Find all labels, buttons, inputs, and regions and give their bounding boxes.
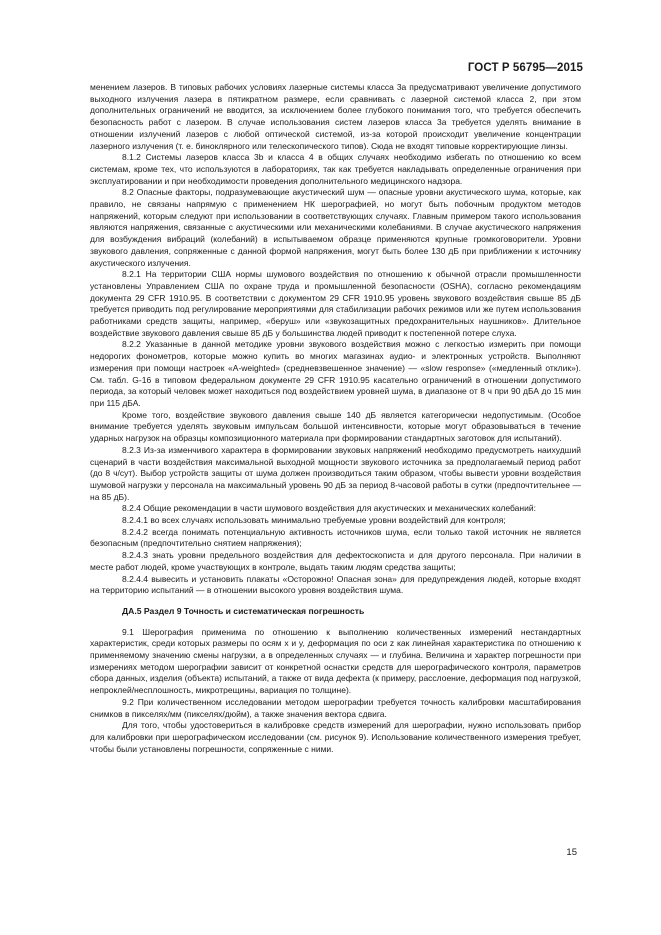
paragraph-continued: менением лазеров. В типовых рабочих условиях лазерные системы класса 3а предусматривают увеличение допустимого выходного излучения лазера в пятикратном размере, если сравнивать с лазерной системой класса 2, при этом дополнительных ограничений не вводится, за исключением более глубокого понимания того, что требуется обеспечить безопасность работ с лазером. В случае использования систем лазеров класса 3а требуется уделять внимание в отношении излучений лазеров с любой оптической системой, из-за которой происходит увеличение концентрации лазерного излучения (т. е. биноклярного или телескопического типов). Сюда не входят типовые корректирующие линзы. [90,82,581,151]
paragraph-8-2: 8.2 Опасные факторы, подразумевающие акустический шум — опасные уровни акустического шума, которые, как правило, не связаны напрямую с применением НК шерографией, но могут быть побочным продуктом методов напряжений, которым следуют при использовании в соответствующих случаях. Главным примером такого использования являются напряжения, связанные с акустическими или механическими колебаниями. В случае акустического напряжения для возбуждения вибраций (колебаний) в испытываемом образце применяются крупные громкоговорители. Уровни звукового давления, сопряженные с данной формой напряжения, могут быть более 130 дБ при приближении к источнику акустического излучения. [90,187,581,268]
paragraph-8-2-2-cont: Кроме того, воздействие звукового давления свыше 140 дБ является категорически недопустимым. (Особое внимание требуется уделять звуковым импульсам большой интенсивности, которые могут образовываться в течение ударных нагрузок на образцы композиционного материала при формировании стандартных заготовок для испытаний). [90,409,581,444]
paragraph-9-1: 9.1 Шерография применима по отношению к выполнению количественных измерений нестандартных характеристик, среди которых размеры по осям x и y, деформация по оси z как линейная характеристика по отношению к применяемому значению смены нагрузки, а в определенных случаях — и глубина. Величина и характер погрешности при измерениях методом шерографии зависит от конкретной оснастки средств для шерографического контроля, параметров сбора данных, изделия (объекта) испытаний, а также от вида дефекта (к примеру, расслоение, деформация под нагрузкой, непроклей/несплошность, микротрещины, вариация по толщине). [90,626,581,696]
page-body [90,82,581,755]
paragraph-9-2-cont: Для того, чтобы удостовериться в калибровке средств измерений для шерографии, нужно использовать прибор для калибровки при шерографическом исследовании (см. рисунок 9). Использование количественного измерения требует, чтобы были установлены погрешности, сопряженные с ними. [90,720,581,754]
paragraph-8-2-4-4: 8.2.4.4 вывесить и установить плакаты «Осторожно! Опасная зона» для предупреждения людей, которые входят на территорию испытаний — в отношении высокого уровня воздействия шума. [90,573,581,596]
paragraph-8-2-3: 8.2.3 Из-за изменчивого характера в формировании звуковых напряжений необходимо предусмотреть наихудший сценарий в части воздействия максимальной выходной мощности звукового источника за предполагаемый период работ (до 8 ч/сут). Выбор устройств защиты от шума должен производиться таким образом, чтобы вывести уровни воздействия шумовой нагрузки у персонала на максимальный уровень 90 дБ за период 8-часовой работы в сутки (предпочтительнее — на 85 дБ). [90,444,581,502]
paragraph-8-2-1: 8.2.1 На территории США нормы шумового воздействия по отношению к обычной отрасли промышленности установлены Управлением США по охране труда и промышленной безопасности (OSHA), согласно рекомендациям документа 29 CFR 1910.95. В соответствии с документом 29 CFR 1910.95 уровень звукового воздействия свыше 85 дБ требуется приводить под регулирование мероприятиями для стабилизации рабочих режимов или же путем использования работниками средств защиты, например, «беруш» или «звукозащитных предохранительных наушников». Длительное воздействие звукового давления свыше 85 дБ у большинства людей приводит к постепенной потере слуха. [90,269,581,338]
section-heading: ДА.5 Раздел 9 Точность и систематическая погрешность [122,605,365,616]
paragraph-8-2-4-2: 8.2.4.2 всегда понимать потенциальную активность источников шума, если только такой источник не является безопасным (предпочтительно снятием напряжения); [90,526,581,549]
paragraph-8-2-4-1: 8.2.4.1 во всех случаях использовать минимально требуемые уровни воздействий для контроля; [122,515,506,526]
document-id: ГОСТ Р 56795—2015 [467,62,583,74]
paragraph-8-2-4: 8.2.4 Общие рекомендации в части шумового воздействия для акустических и механических колебаний: [122,503,536,514]
page-number: 15 [566,847,577,858]
paragraph-8-2-2: 8.2.2 Указанные в данной методике уровни звукового воздействия можно с легкостью измерить при помощи недорогих фонометров, которые можно купить во многих магазинах аудио- и электронных устройств. Выполняют измерения при помощи настроек «A-weighted» (средневзвешенное значение) — «slow response» («медленный отклик»). См. табл. G-16 в типовом федеральном документе 29 CFR 1910.95 касательно ограничений в отношении допустимого периода, за который человек может находиться под воздействием уровней шума, в диапазоне от 8 ч при 90 дБА до 15 мин при 115 дБА. [90,339,581,408]
paragraph-8-1-2: 8.1.2 Системы лазеров класса 3b и класса 4 в общих случаях необходимо избегать по отношению ко всем системам, кроме тех, что используются в лабораториях, так как требуется накладывать определенные ограничения при эксплуатировании и при необходимости проведения дополнительного медицинского надзора. [90,152,581,186]
paragraph-8-2-4-3: 8.2.4.3 знать уровни предельного воздействия для дефектоскописта и для другого персонала. При наличии в месте работ людей, кроме участвующих в контроле, выдать таким людям средства защиты; [90,550,581,572]
paragraph-9-2: 9.2 При количественном исследовании методом шерографии требуется точность калибровки масштабирования снимков в пикселях/мм (пикселях/дюйм), а также значения вектора сдвига. [90,696,581,719]
